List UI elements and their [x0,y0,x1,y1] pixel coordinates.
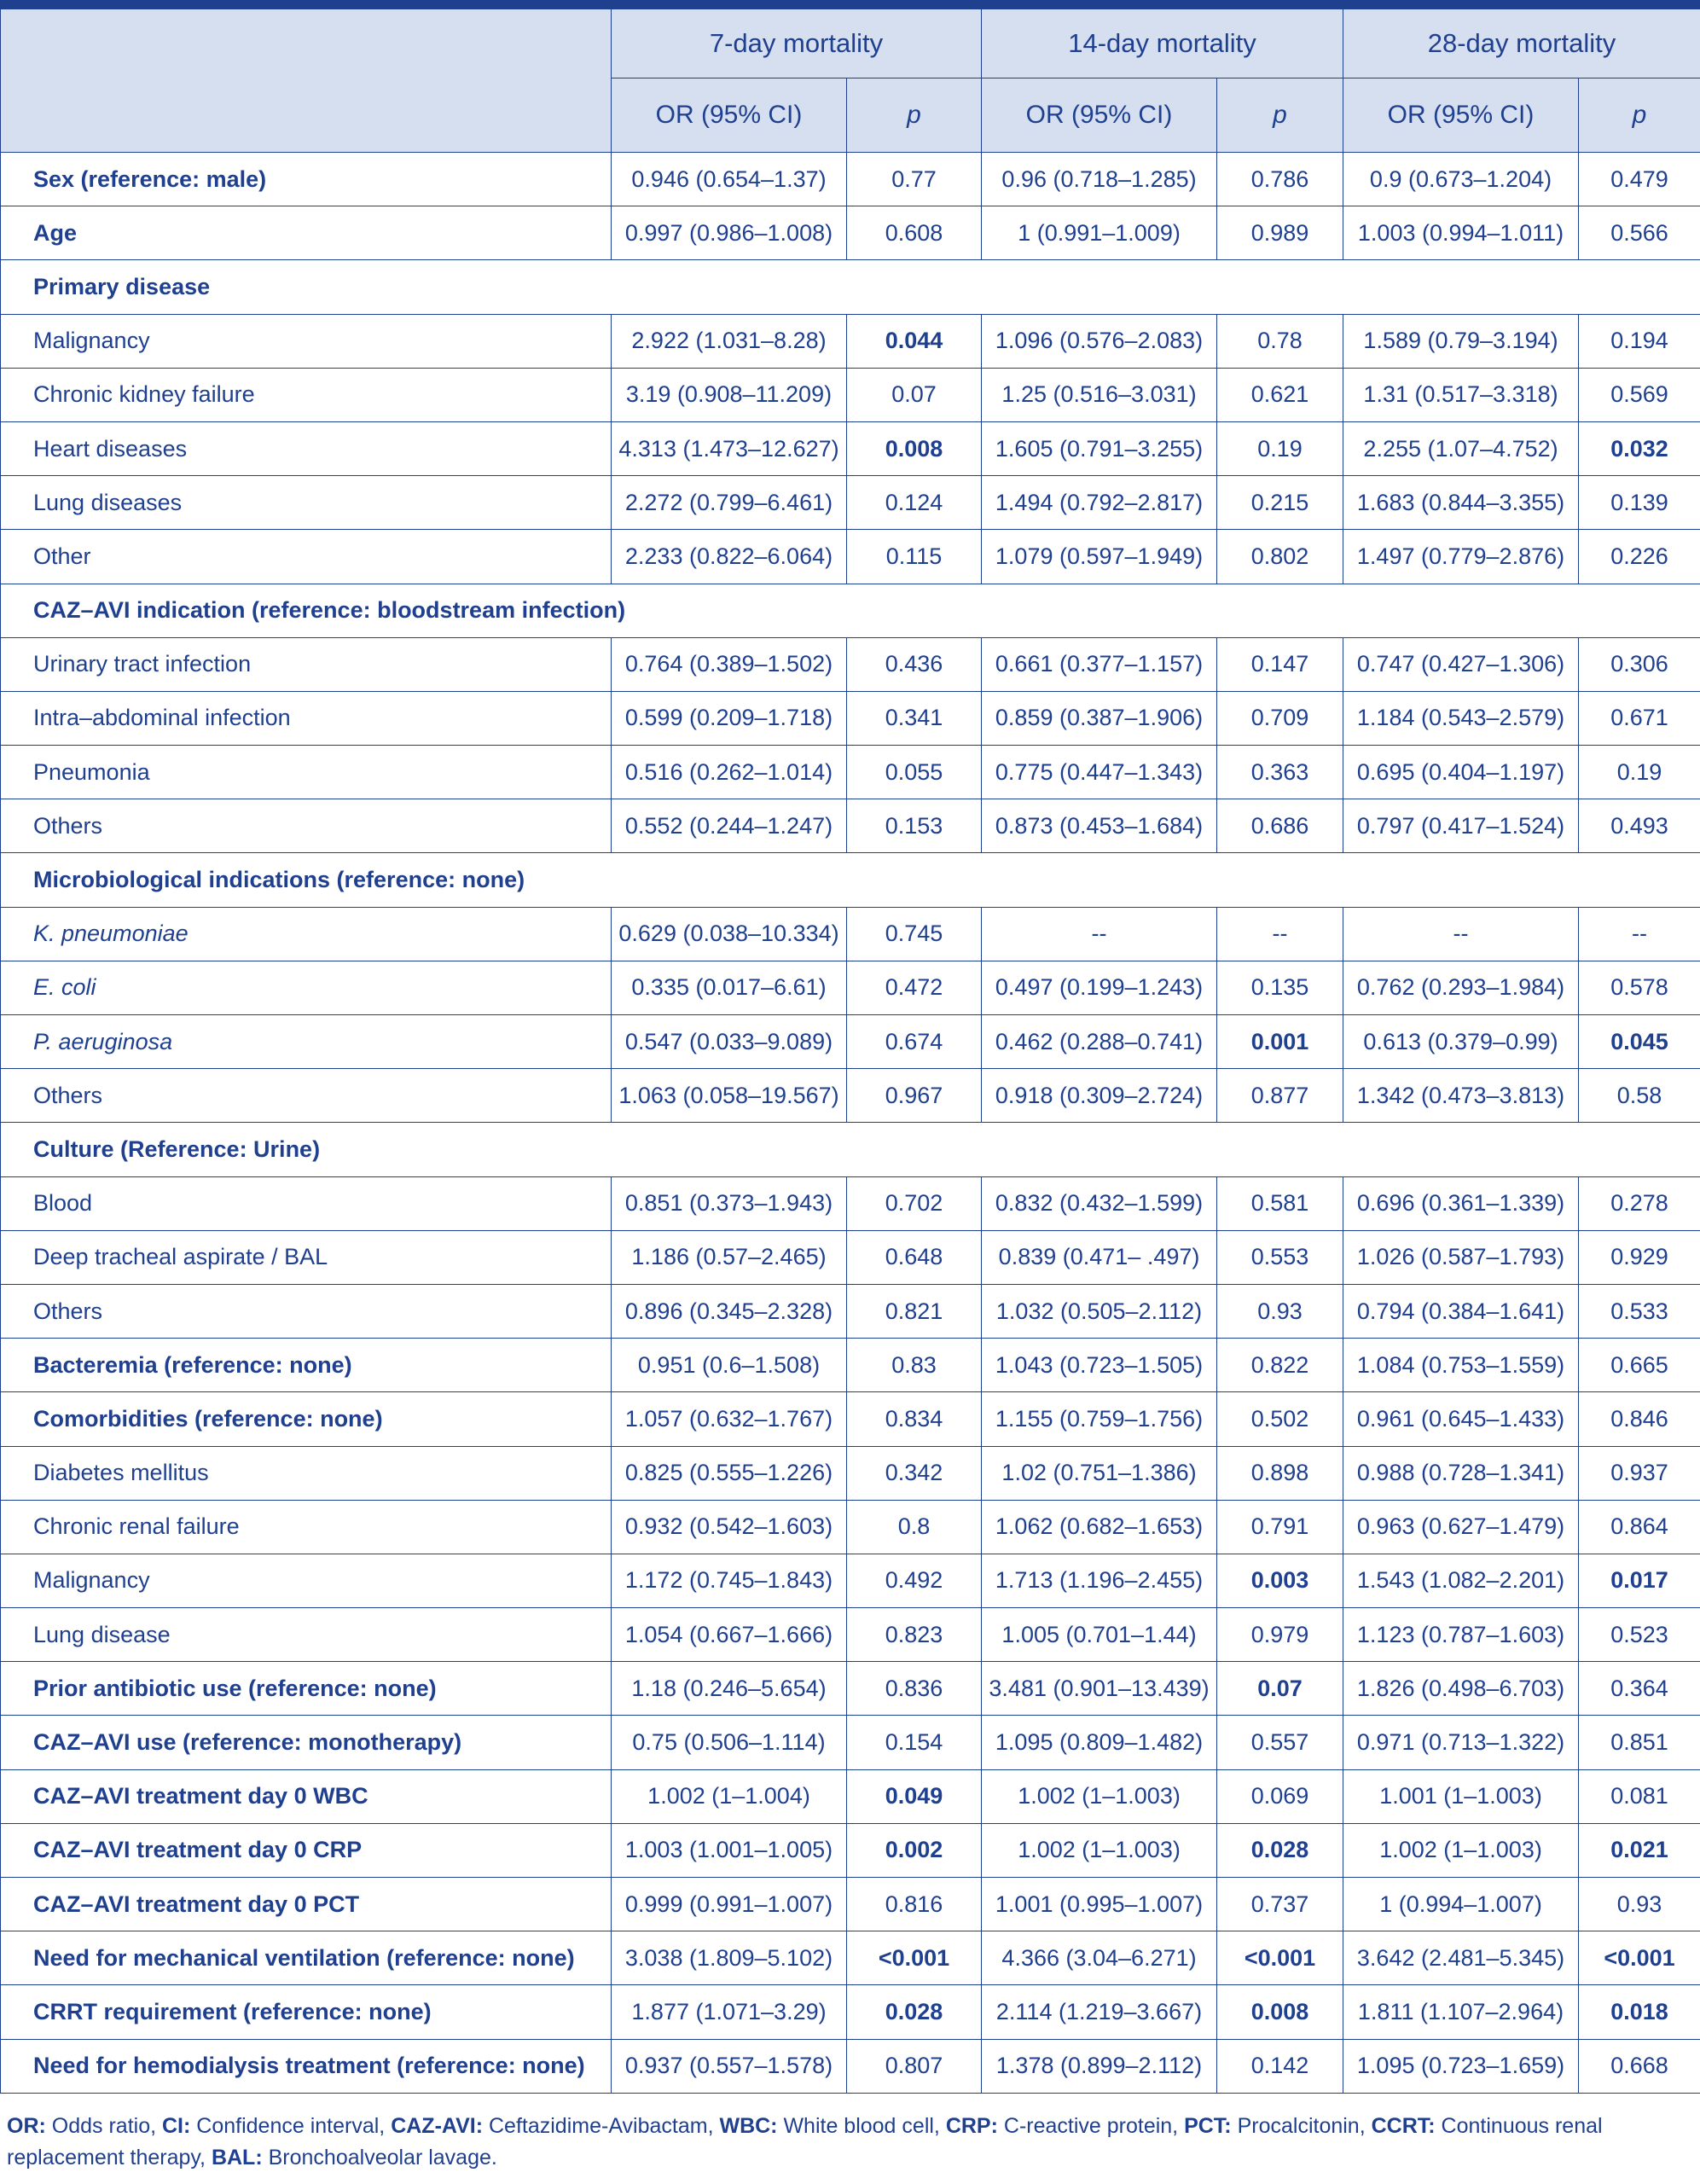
table-row [1,1015,1700,1069]
row-label: Intra–abdominal infection [1,691,612,745]
table-row [1,637,1700,691]
or-7day-cell: 1.18 (0.246–5.654) [612,1662,847,1716]
or-7day-cell: 0.825 (0.555–1.226) [612,1446,847,1500]
row-label: Others [1,799,612,853]
p-28day-cell: 0.93 [1579,1878,1700,1931]
p-14day-cell: 0.07 [1217,1662,1343,1716]
p-14day-cell: 0.78 [1217,314,1343,368]
or-7day-cell: 0.75 (0.506–1.114) [612,1716,847,1769]
p-14day-cell: 0.786 [1217,153,1343,206]
header-or-28day: OR (95% CI) [1343,78,1579,153]
p-28day-cell: 0.929 [1579,1230,1700,1284]
p-28day-cell: 0.306 [1579,637,1700,691]
or-14day-cell: -- [982,907,1217,961]
or-14day-cell: 0.775 (0.447–1.343) [982,746,1217,799]
or-28day-cell: 3.642 (2.481–5.345) [1343,1931,1579,1985]
p-7day-cell: 0.492 [847,1554,982,1607]
p-14day-cell: <0.001 [1217,1931,1343,1985]
p-7day-cell: <0.001 [847,1931,982,1985]
or-28day-cell: 1.543 (1.082–2.201) [1343,1554,1579,1607]
table-row [1,691,1700,745]
p-28day-cell: 0.937 [1579,1446,1700,1500]
or-7day-cell: 2.272 (0.799–6.461) [612,476,847,530]
row-label: Diabetes mellitus [1,1446,612,1500]
p-14day-cell: 0.001 [1217,1015,1343,1069]
p-28day-cell: 0.021 [1579,1823,1700,1877]
row-label: CRRT requirement (reference: none) [1,1985,612,2039]
row-label: K. pneumoniae [1,907,612,961]
or-14day-cell: 3.481 (0.901–13.439) [982,1662,1217,1716]
or-28day-cell: 0.988 (0.728–1.341) [1343,1446,1579,1500]
table-row [1,1069,1700,1123]
table-row [1,1662,1700,1716]
or-28day-cell: 0.961 (0.645–1.433) [1343,1392,1579,1446]
p-28day-cell: 0.578 [1579,961,1700,1014]
or-14day-cell: 1.155 (0.759–1.756) [982,1392,1217,1446]
or-7day-cell: 0.932 (0.542–1.603) [612,1500,847,1554]
p-7day-cell: 0.341 [847,691,982,745]
or-28day-cell: 1.683 (0.844–3.355) [1343,476,1579,530]
or-14day-cell: 1.02 (0.751–1.386) [982,1446,1217,1500]
row-label: CAZ–AVI use (reference: monotherapy) [1,1716,612,1769]
p-28day-cell: 0.081 [1579,1769,1700,1823]
header-group-7day: 7-day mortality [612,9,982,78]
table-row [1,1500,1700,1554]
or-28day-cell: 2.255 (1.07–4.752) [1343,421,1579,475]
p-14day-cell: 0.003 [1217,1554,1343,1607]
p-7day-cell: 0.836 [847,1662,982,1716]
row-label: Blood [1,1176,612,1230]
p-14day-cell: 0.215 [1217,476,1343,530]
p-28day-cell: 0.278 [1579,1176,1700,1230]
footnote-abbr: CAZ-AVI: [391,2114,484,2138]
section-label: CAZ–AVI indication (reference: bloodstream infection) [1,584,1700,637]
table-row [1,1284,1700,1338]
p-7day-cell: 0.77 [847,153,982,206]
p-14day-cell: 0.737 [1217,1878,1343,1931]
p-28day-cell: 0.045 [1579,1015,1700,1069]
table-row [1,1446,1700,1500]
or-14day-cell: 1.096 (0.576–2.083) [982,314,1217,368]
p-7day-cell: 0.002 [847,1823,982,1877]
p-7day-cell: 0.044 [847,314,982,368]
or-14day-cell: 0.832 (0.432–1.599) [982,1176,1217,1230]
p-7day-cell: 0.115 [847,530,982,584]
or-14day-cell: 1.002 (1–1.003) [982,1769,1217,1823]
p-28day-cell: 0.194 [1579,314,1700,368]
row-label: Other [1,530,612,584]
p-28day-cell: 0.846 [1579,1392,1700,1446]
footnote-abbr: CCRT: [1371,2114,1436,2138]
p-7day-cell: 0.049 [847,1769,982,1823]
or-7day-cell: 1.172 (0.745–1.843) [612,1554,847,1607]
p-28day-cell: 0.864 [1579,1500,1700,1554]
or-14day-cell: 1.062 (0.682–1.653) [982,1500,1217,1554]
p-14day-cell: 0.19 [1217,421,1343,475]
header-p-7day: p [847,78,982,153]
or-7day-cell: 1.877 (1.071–3.29) [612,1985,847,2039]
or-7day-cell: 0.946 (0.654–1.37) [612,153,847,206]
p-28day-cell: -- [1579,907,1700,961]
or-28day-cell: 0.695 (0.404–1.197) [1343,746,1579,799]
or-28day-cell: -- [1343,907,1579,961]
row-label: Need for mechanical ventilation (reference: none) [1,1931,612,1985]
footnote-abbr: BAL: [211,2146,263,2169]
or-28day-cell: 0.613 (0.379–0.99) [1343,1015,1579,1069]
row-label: Sex (reference: male) [1,153,612,206]
or-28day-cell: 0.762 (0.293–1.984) [1343,961,1579,1014]
table-row [1,1176,1700,1230]
table-row [1,476,1700,530]
or-14day-cell: 0.859 (0.387–1.906) [982,691,1217,745]
or-7day-cell: 0.599 (0.209–1.718) [612,691,847,745]
p-28day-cell: 0.523 [1579,1608,1700,1662]
or-14day-cell: 1.002 (1–1.003) [982,1823,1217,1877]
or-28day-cell: 1.095 (0.723–1.659) [1343,2039,1579,2093]
or-14day-cell: 1.494 (0.792–2.817) [982,476,1217,530]
footnote-definition: C-reactive protein, [997,2114,1185,2138]
p-7day-cell: 0.342 [847,1446,982,1500]
row-label: Chronic kidney failure [1,368,612,421]
p-14day-cell: 0.802 [1217,530,1343,584]
p-7day-cell: 0.472 [847,961,982,1014]
section-row [1,260,1700,314]
or-14day-cell: 1.043 (0.723–1.505) [982,1339,1217,1392]
p-7day-cell: 0.8 [847,1500,982,1554]
p-28day-cell: 0.018 [1579,1985,1700,2039]
p-14day-cell: 0.028 [1217,1823,1343,1877]
table-row [1,1878,1700,1931]
or-14day-cell: 1.079 (0.597–1.949) [982,530,1217,584]
p-28day-cell: 0.533 [1579,1284,1700,1338]
p-7day-cell: 0.702 [847,1176,982,1230]
table-row [1,2039,1700,2093]
p-14day-cell: 0.069 [1217,1769,1343,1823]
row-label: CAZ–AVI treatment day 0 PCT [1,1878,612,1931]
footnote-definition: Bronchoalveolar lavage. [262,2146,497,2169]
p-7day-cell: 0.967 [847,1069,982,1123]
footnote-definition: Procalcitonin, [1231,2114,1372,2138]
or-28day-cell: 1.184 (0.543–2.579) [1343,691,1579,745]
or-7day-cell: 1.002 (1–1.004) [612,1769,847,1823]
table-row [1,530,1700,584]
or-14day-cell: 1.713 (1.196–2.455) [982,1554,1217,1607]
table-row [1,961,1700,1014]
footnote-definition: Odds ratio, [45,2114,162,2138]
p-7day-cell: 0.745 [847,907,982,961]
or-7day-cell: 1.003 (1.001–1.005) [612,1823,847,1877]
or-28day-cell: 1.001 (1–1.003) [1343,1769,1579,1823]
table-row [1,1716,1700,1769]
p-28day-cell: 0.364 [1579,1662,1700,1716]
or-28day-cell: 1.31 (0.517–3.318) [1343,368,1579,421]
p-14day-cell: -- [1217,907,1343,961]
p-28day-cell: 0.017 [1579,1554,1700,1607]
footnote-abbr: PCT: [1184,2114,1232,2138]
header-blank-cell [1,9,612,153]
table-row [1,1392,1700,1446]
or-14day-cell: 0.497 (0.199–1.243) [982,961,1217,1014]
or-28day-cell: 1.003 (0.994–1.011) [1343,206,1579,260]
p-7day-cell: 0.834 [847,1392,982,1446]
footnote-definition: Confidence interval, [190,2114,392,2138]
p-14day-cell: 0.93 [1217,1284,1343,1338]
or-28day-cell: 0.696 (0.361–1.339) [1343,1176,1579,1230]
footnote-abbr: OR: [7,2114,46,2138]
table-body [1,153,1700,2094]
or-7day-cell: 0.997 (0.986–1.008) [612,206,847,260]
p-7day-cell: 0.124 [847,476,982,530]
or-28day-cell: 1.589 (0.79–3.194) [1343,314,1579,368]
header-or-7day: OR (95% CI) [612,78,847,153]
p-14day-cell: 0.686 [1217,799,1343,853]
p-28day-cell: 0.226 [1579,530,1700,584]
table-row [1,1608,1700,1662]
table-row [1,153,1700,206]
or-7day-cell: 1.186 (0.57–2.465) [612,1230,847,1284]
table-row [1,314,1700,368]
row-label: Lung disease [1,1608,612,1662]
p-7day-cell: 0.821 [847,1284,982,1338]
p-28day-cell: 0.665 [1579,1339,1700,1392]
row-label: P. aeruginosa [1,1015,612,1069]
footnote-abbr: CRP: [945,2114,998,2138]
row-label: Pneumonia [1,746,612,799]
row-label: Deep tracheal aspirate / BAL [1,1230,612,1284]
p-14day-cell: 0.791 [1217,1500,1343,1554]
or-14day-cell: 1.032 (0.505–2.112) [982,1284,1217,1338]
top-rule [0,0,1700,9]
table-row [1,206,1700,260]
table-row [1,1554,1700,1607]
or-28day-cell: 1.026 (0.587–1.793) [1343,1230,1579,1284]
or-28day-cell: 1.342 (0.473–3.813) [1343,1069,1579,1123]
table-row [1,907,1700,961]
or-14day-cell: 1.095 (0.809–1.482) [982,1716,1217,1769]
footnote-abbr: CI: [162,2114,191,2138]
or-7day-cell: 1.057 (0.632–1.767) [612,1392,847,1446]
or-28day-cell: 0.971 (0.713–1.322) [1343,1716,1579,1769]
p-28day-cell: 0.139 [1579,476,1700,530]
row-label: Heart diseases [1,421,612,475]
p-7day-cell: 0.807 [847,2039,982,2093]
p-28day-cell: 0.58 [1579,1069,1700,1123]
or-14day-cell: 0.839 (0.471– .497) [982,1230,1217,1284]
table-row [1,1230,1700,1284]
p-28day-cell: 0.493 [1579,799,1700,853]
or-7day-cell: 0.851 (0.373–1.943) [612,1176,847,1230]
section-row [1,584,1700,637]
section-row [1,853,1700,907]
p-28day-cell: <0.001 [1579,1931,1700,1985]
header-or-14day: OR (95% CI) [982,78,1217,153]
footnote-abbr: WBC: [719,2114,778,2138]
or-7day-cell: 0.552 (0.244–1.247) [612,799,847,853]
p-7day-cell: 0.674 [847,1015,982,1069]
p-7day-cell: 0.816 [847,1878,982,1931]
or-28day-cell: 1.497 (0.779–2.876) [1343,530,1579,584]
table-row [1,1339,1700,1392]
header-group-28day: 28-day mortality [1343,9,1700,78]
p-28day-cell: 0.566 [1579,206,1700,260]
or-14day-cell: 0.462 (0.288–0.741) [982,1015,1217,1069]
row-label: CAZ–AVI treatment day 0 CRP [1,1823,612,1877]
p-7day-cell: 0.608 [847,206,982,260]
table-row [1,1931,1700,1985]
section-label: Culture (Reference: Urine) [1,1123,1700,1176]
p-14day-cell: 0.135 [1217,961,1343,1014]
row-label: Bacteremia (reference: none) [1,1339,612,1392]
or-14day-cell: 4.366 (3.04–6.271) [982,1931,1217,1985]
p-28day-cell: 0.671 [1579,691,1700,745]
p-14day-cell: 0.898 [1217,1446,1343,1500]
row-label: Others [1,1284,612,1338]
mortality-regression-table [0,9,1700,2094]
p-28day-cell: 0.668 [1579,2039,1700,2093]
p-14day-cell: 0.147 [1217,637,1343,691]
row-label: Urinary tract infection [1,637,612,691]
table-header [1,9,1700,153]
table-row [1,799,1700,853]
or-28day-cell: 0.797 (0.417–1.524) [1343,799,1579,853]
or-7day-cell: 0.335 (0.017–6.61) [612,961,847,1014]
or-7day-cell: 0.764 (0.389–1.502) [612,637,847,691]
p-7day-cell: 0.648 [847,1230,982,1284]
or-28day-cell: 1.123 (0.787–1.603) [1343,1608,1579,1662]
or-14day-cell: 0.873 (0.453–1.684) [982,799,1217,853]
section-row [1,1123,1700,1176]
p-28day-cell: 0.851 [1579,1716,1700,1769]
header-p-28day: p [1579,78,1700,153]
table-footnote [7,2111,1687,2174]
footnote-definition: Continuous renal replacement therapy, [7,2114,1609,2169]
or-7day-cell: 2.233 (0.822–6.064) [612,530,847,584]
row-label: E. coli [1,961,612,1014]
p-7day-cell: 0.154 [847,1716,982,1769]
or-7day-cell: 3.038 (1.809–5.102) [612,1931,847,1985]
or-14day-cell: 2.114 (1.219–3.667) [982,1985,1217,2039]
or-28day-cell: 1.084 (0.753–1.559) [1343,1339,1579,1392]
footnote-definition: White blood cell, [777,2114,946,2138]
or-28day-cell: 0.794 (0.384–1.641) [1343,1284,1579,1338]
or-28day-cell: 0.747 (0.427–1.306) [1343,637,1579,691]
p-14day-cell: 0.008 [1217,1985,1343,2039]
table-row [1,1823,1700,1877]
p-7day-cell: 0.153 [847,799,982,853]
row-label: Malignancy [1,1554,612,1607]
or-7day-cell: 0.516 (0.262–1.014) [612,746,847,799]
table-row [1,368,1700,421]
or-7day-cell: 0.547 (0.033–9.089) [612,1015,847,1069]
table-row [1,1769,1700,1823]
header-group-14day: 14-day mortality [982,9,1343,78]
or-7day-cell: 0.629 (0.038–10.334) [612,907,847,961]
p-7day-cell: 0.823 [847,1608,982,1662]
p-28day-cell: 0.032 [1579,421,1700,475]
or-14day-cell: 1.378 (0.899–2.112) [982,2039,1217,2093]
or-7day-cell: 0.999 (0.991–1.007) [612,1878,847,1931]
p-14day-cell: 0.502 [1217,1392,1343,1446]
or-28day-cell: 0.963 (0.627–1.479) [1343,1500,1579,1554]
or-7day-cell: 0.951 (0.6–1.508) [612,1339,847,1392]
p-14day-cell: 0.989 [1217,206,1343,260]
or-7day-cell: 4.313 (1.473–12.627) [612,421,847,475]
table-row [1,421,1700,475]
or-14day-cell: 1.005 (0.701–1.44) [982,1608,1217,1662]
table-row [1,1985,1700,2039]
p-28day-cell: 0.19 [1579,746,1700,799]
or-14day-cell: 0.918 (0.309–2.724) [982,1069,1217,1123]
row-label: CAZ–AVI treatment day 0 WBC [1,1769,612,1823]
or-28day-cell: 1 (0.994–1.007) [1343,1878,1579,1931]
p-14day-cell: 0.979 [1217,1608,1343,1662]
or-14day-cell: 0.661 (0.377–1.157) [982,637,1217,691]
footnote-definition: Ceftazidime-Avibactam, [483,2114,720,2138]
or-14day-cell: 1 (0.991–1.009) [982,206,1217,260]
p-7day-cell: 0.028 [847,1985,982,2039]
p-7day-cell: 0.83 [847,1339,982,1392]
or-14day-cell: 1.001 (0.995–1.007) [982,1878,1217,1931]
row-label: Lung diseases [1,476,612,530]
p-28day-cell: 0.479 [1579,153,1700,206]
p-14day-cell: 0.877 [1217,1069,1343,1123]
or-28day-cell: 0.9 (0.673–1.204) [1343,153,1579,206]
p-7day-cell: 0.436 [847,637,982,691]
or-28day-cell: 1.002 (1–1.003) [1343,1823,1579,1877]
p-7day-cell: 0.07 [847,368,982,421]
p-14day-cell: 0.822 [1217,1339,1343,1392]
p-7day-cell: 0.055 [847,746,982,799]
p-14day-cell: 0.557 [1217,1716,1343,1769]
row-label: Chronic renal failure [1,1500,612,1554]
row-label: Age [1,206,612,260]
p-7day-cell: 0.008 [847,421,982,475]
p-14day-cell: 0.553 [1217,1230,1343,1284]
or-14day-cell: 0.96 (0.718–1.285) [982,153,1217,206]
or-7day-cell: 0.937 (0.557–1.578) [612,2039,847,2093]
row-label: Others [1,1069,612,1123]
p-14day-cell: 0.363 [1217,746,1343,799]
header-p-14day: p [1217,78,1343,153]
or-14day-cell: 1.25 (0.516–3.031) [982,368,1217,421]
or-7day-cell: 1.063 (0.058–19.567) [612,1069,847,1123]
p-14day-cell: 0.581 [1217,1176,1343,1230]
or-14day-cell: 1.605 (0.791–3.255) [982,421,1217,475]
or-7day-cell: 0.896 (0.345–2.328) [612,1284,847,1338]
section-label: Microbiological indications (reference: none) [1,853,1700,907]
or-28day-cell: 1.811 (1.107–2.964) [1343,1985,1579,2039]
p-28day-cell: 0.569 [1579,368,1700,421]
row-label: Malignancy [1,314,612,368]
p-14day-cell: 0.142 [1217,2039,1343,2093]
row-label: Prior antibiotic use (reference: none) [1,1662,612,1716]
table-row [1,746,1700,799]
p-14day-cell: 0.709 [1217,691,1343,745]
or-7day-cell: 2.922 (1.031–8.28) [612,314,847,368]
or-7day-cell: 3.19 (0.908–11.209) [612,368,847,421]
row-label: Comorbidities (reference: none) [1,1392,612,1446]
p-14day-cell: 0.621 [1217,368,1343,421]
row-label: Need for hemodialysis treatment (reference: none) [1,2039,612,2093]
or-28day-cell: 1.826 (0.498–6.703) [1343,1662,1579,1716]
or-7day-cell: 1.054 (0.667–1.666) [612,1608,847,1662]
section-label: Primary disease [1,260,1700,314]
